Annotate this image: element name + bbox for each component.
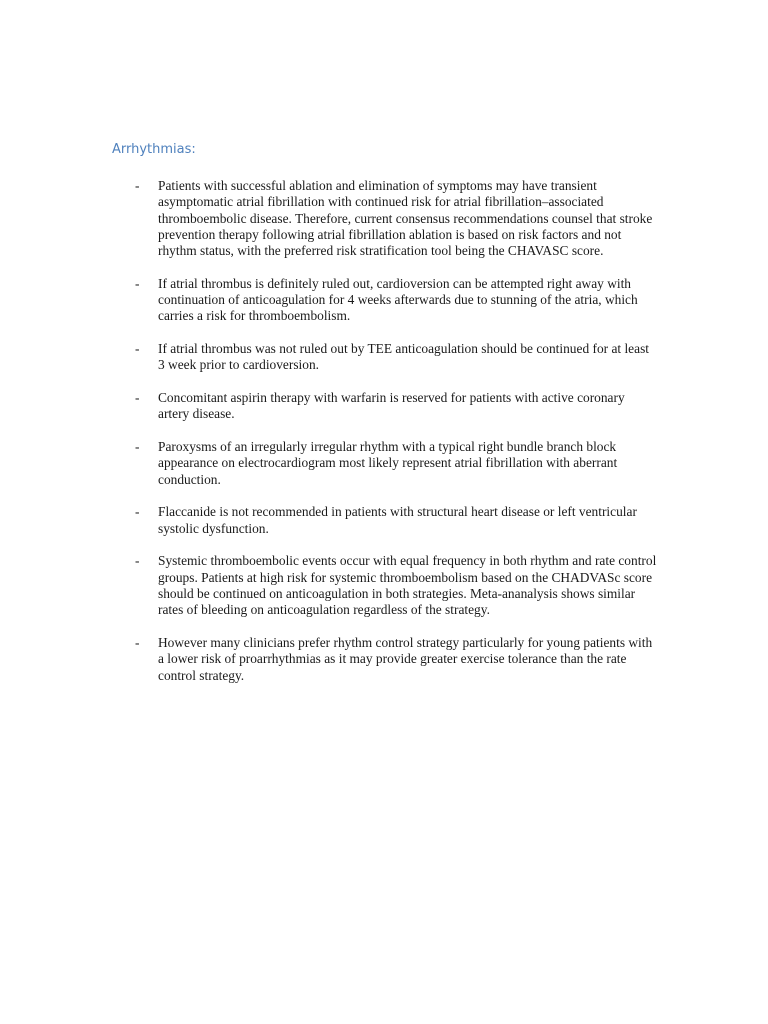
- bullet-text: Concomitant aspirin therapy with warfarin is reserved for patients with active coronary artery disease.: [158, 390, 625, 422]
- bullet-item: [112, 504, 657, 537]
- bullet-text: However many clinicians prefer rhythm control strategy particularly for young patients with a lower risk of proarrhythmias as it may provide greater exercise tolerance than the rate control strategy.: [158, 634, 653, 683]
- bullet-text: Paroxysms of an irregularly irregular rhythm with a typical right bundle branch block appearance on electrocardiogram most likely represent atrial fibrillation with aberrant conduction.: [158, 439, 618, 487]
- bullet-text: Flaccanide is not recommended in patients with structural heart disease or left ventricular systolic dysfunction.: [158, 504, 637, 536]
- bullet-text: If atrial thrombus is definitely ruled out, cardioversion can be attempted right away with continuation of anticoagulation for 4 weeks afterwards due to stunning of the atria, which carries a risk for thromboembolism.: [158, 275, 638, 324]
- bullet-item: [112, 178, 657, 259]
- section-heading: Arrhythmias:: [112, 142, 196, 157]
- bullet-marker: -: [135, 504, 140, 520]
- bullet-marker: -: [135, 553, 140, 569]
- bullet-text: If atrial thrombus was not ruled out by TEE anticoagulation should be continued for at least 3 week prior to cardioversion.: [158, 341, 649, 373]
- bullet-item: [112, 553, 657, 618]
- bullet-marker: -: [135, 275, 140, 291]
- bullet-marker: -: [135, 390, 140, 406]
- bullet-list: [112, 178, 657, 700]
- bullet-item: [112, 439, 657, 488]
- bullet-marker: -: [135, 634, 140, 650]
- bullet-text: Systemic thromboembolic events occur with equal frequency in both rhythm and rate control groups. Patients at high risk for systemic thromboembolism based on the CHADVASc score should be continued on anticoagulation in both strategies. Meta-ananalysis shows similar rates of bleeding on anticoagulation regardless of the strategy.: [158, 553, 657, 618]
- bullet-item: [112, 390, 657, 423]
- bullet-text: Patients with successful ablation and elimination of symptoms may have transient asymptomatic atrial fibrillation with continued risk for atrial fibrillation–associated thromboembolic disease. Therefore, current consensus recommendations counsel that stroke prevention therapy following atrial fibrillation ablation is based on risk factors and not rhythm status, with the preferred risk stratification tool being the CHAVASC score.: [158, 178, 653, 259]
- bullet-item: [112, 276, 657, 325]
- bullet-marker: -: [135, 341, 140, 357]
- bullet-item: [112, 635, 657, 684]
- bullet-item: [112, 341, 657, 374]
- bullet-marker: -: [135, 178, 140, 193]
- bullet-marker: -: [135, 439, 140, 455]
